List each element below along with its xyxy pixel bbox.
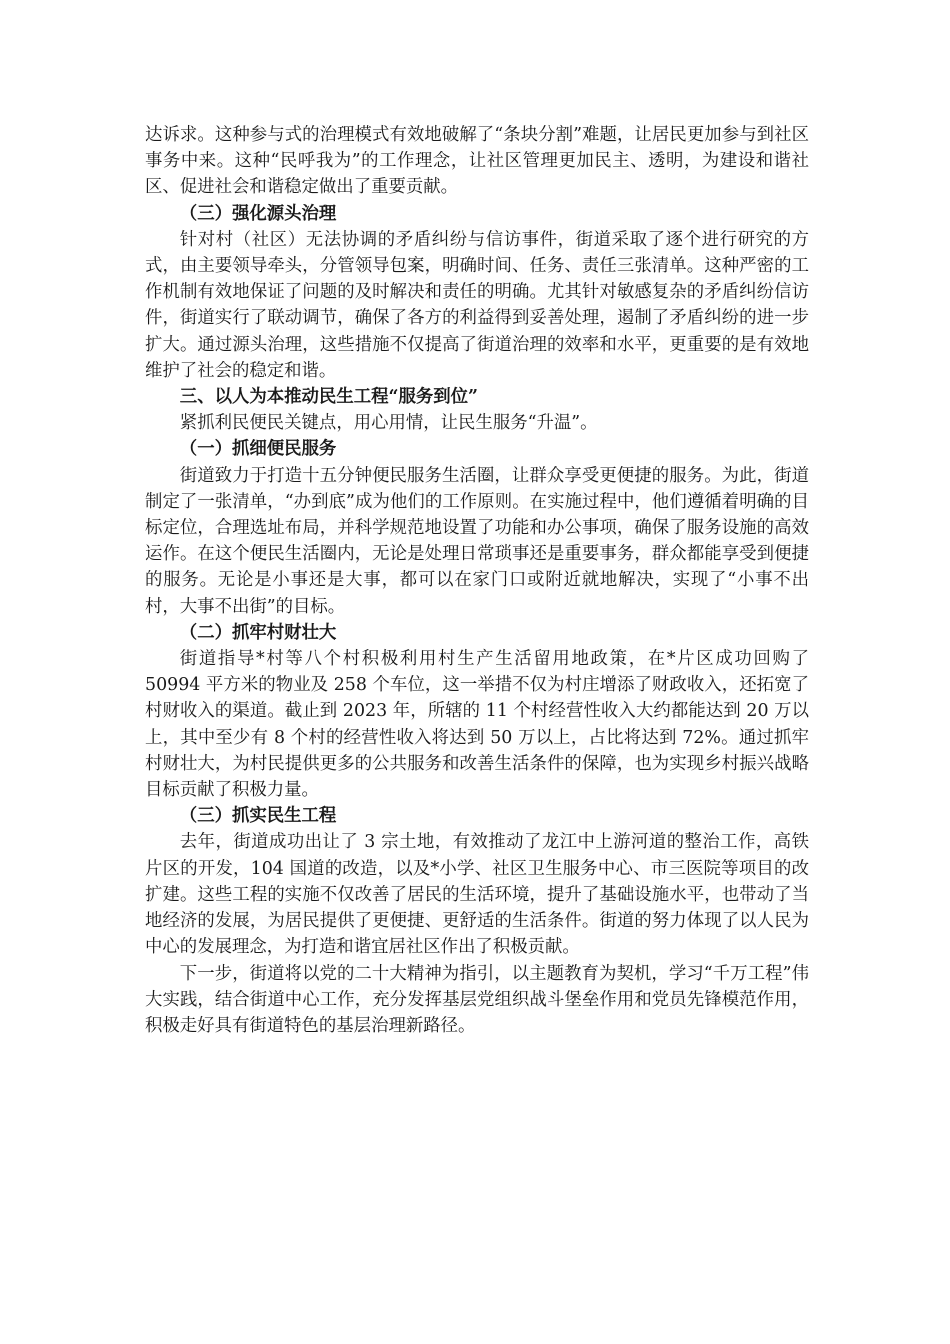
paragraph-continuation: 达诉求。这种参与式的治理模式有效地破解了“条块分割”难题，让居民更加参与到社区事务中来。这种“民呼我为”的工作理念，让社区管理更加民主、透明，为建设和谐社区、促进社会和谐稳定做出了重要贡献。 bbox=[145, 125, 809, 198]
paragraph-convenience-services: 街道致力于打造十五分钟便民服务生活圈，让群众享受更便捷的服务。为此，街道制定了一张清单，“办到底”成为他们的工作原则。在实施过程中，他们遵循着明确的目标定位，合理选址布局，并科学规范地设置了功能和办公事项，确保了服务设施的高效运作。在这个便民生活圈内，无论是处理日常琐事还是重要事务，群众都能享受到便捷的服务。无论是小事还是大事，都可以在家门口或附近就地解决，实现了“小事不出村，大事不出街”的目标。 bbox=[145, 465, 809, 617]
paragraph-livelihood-projects: 去年，街道成功出让了 3 宗土地，有效推动了龙江中上游河道的整治工作，高铁片区的开发，104 国道的改造，以及*小学、社区卫生服务中心、市三医院等项目的改扩建。这些工程的实施不仅改善了居民的生活环境，提升了基础设施水平，也带动了当地经济的发展，为居民提供了更便捷、更舒适的生活条件。街道的努力体现了以人民为中心的发展理念，为打造和谐宜居社区作出了积极贡献。 bbox=[145, 832, 809, 958]
section-heading-source-governance: （三）强化源头治理 bbox=[179, 203, 337, 224]
section-heading-convenience-services: （一）抓细便民服务 bbox=[179, 439, 337, 460]
chapter-heading-people-oriented: 三、以人为本推动民生工程“服务到位” bbox=[179, 387, 479, 408]
document-body bbox=[145, 122, 809, 1039]
section-heading-village-finance: （二）抓牢村财壮大 bbox=[179, 622, 337, 643]
paragraph-village-finance: 街道指导*村等八个村积极利用村生产生活留用地政策，在*片区成功回购了 50994 平方米的物业及 258 个车位，这一举措不仅为村庄增添了财政收入，还拓宽了村财收入的渠道。截止到 2023 年，所辖的 11 个村经营性收入大约都能达到 20 万以上，其中至少有 8 个村的经营性收入将达到 50 万以上，占比将达到 72%。通过抓牢村财壮大，为村民提供更多的公共服务和改善生活条件的保障，也为实现乡村振兴战略目标贡献了积极力量。 bbox=[145, 649, 809, 801]
paragraph-intro-livelihood: 紧抓利民便民关键点，用心用情，让民生服务“升温”。 bbox=[179, 413, 598, 434]
paragraph-next-steps: 下一步，街道将以党的二十大精神为指引，以主题教育为契机，学习“千万工程”伟大实践，结合街道中心工作，充分发挥基层党组织战斗堡垒作用和党员先锋模范作用，积极走好具有街道特色的基层治理新路径。 bbox=[145, 963, 809, 1036]
section-heading-livelihood-projects: （三）抓实民生工程 bbox=[179, 806, 337, 827]
paragraph-source-governance: 针对村（社区）无法协调的矛盾纠纷与信访事件，街道采取了逐个进行研究的方式，由主要领导牵头，分管领导包案，明确时间、任务、责任三张清单。这种严密的工作机制有效地保证了问题的及时解决和责任的明确。尤其针对敏感复杂的矛盾纠纷信访件，街道实行了联动调节，确保了各方的利益得到妥善处理，遏制了矛盾纠纷的进一步扩大。通过源头治理，这些措施不仅提高了街道治理的效率和水平，更重要的是有效地维护了社会的稳定和谐。 bbox=[145, 229, 809, 381]
